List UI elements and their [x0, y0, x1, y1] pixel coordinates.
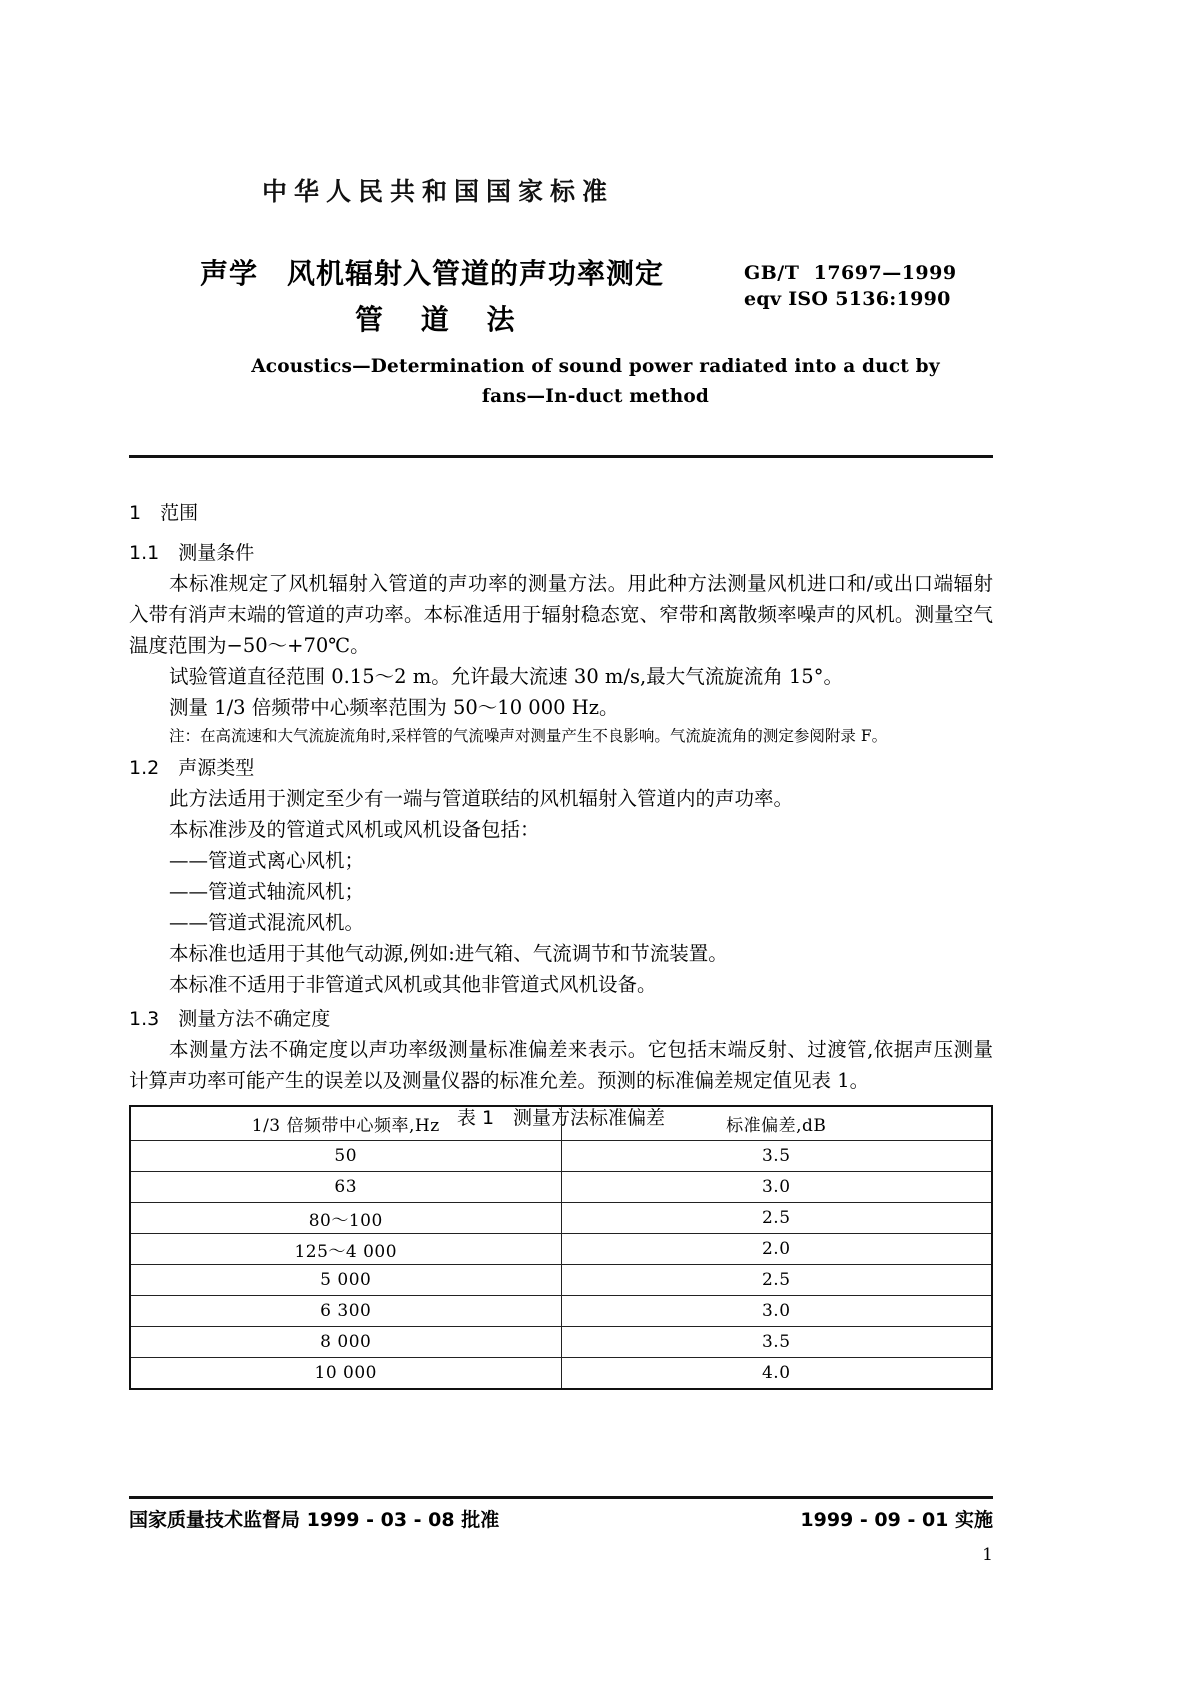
table-row [130, 1327, 992, 1358]
table-cell-frequency: 10 000 [130, 1358, 561, 1390]
footer-approval-text: 国家质量技术监督局 1999 - 03 - 08 批准 [129, 1509, 500, 1531]
national-standard-label: 中华人民共和国国家标准 [262, 177, 615, 206]
standard-deviation-table [129, 1105, 993, 1390]
table-row [130, 1141, 992, 1172]
table-cell-deviation: 3.5 [561, 1141, 992, 1172]
document-body [0, 498, 1191, 1133]
table-cell-deviation: 2.5 [561, 1203, 992, 1234]
list-item-mixed-flow-fan: ——管道式混流风机。 [169, 911, 365, 934]
table-cell-frequency: 5 000 [130, 1265, 561, 1296]
standard-equivalence: eqv ISO 5136:1990 [744, 288, 951, 310]
title-chinese-line-2: 管 道 法 [355, 303, 529, 336]
paragraph-1-2-2: 本标准涉及的管道式风机或风机设备包括： [169, 818, 540, 841]
standard-code: GB/T 17697—1999 [744, 262, 957, 284]
header-divider-rule [129, 455, 993, 458]
title-english-line-1: Acoustics—Determination of sound power radiated into a duct by [251, 356, 940, 377]
table-header-frequency: 1/3 倍频带中心频率,Hz [130, 1106, 561, 1141]
section-heading-1-3: 1.3 测量方法不确定度 [129, 1008, 331, 1030]
footer-implementation-text: 1999 - 09 - 01 实施 [800, 1509, 993, 1531]
section-heading-1-1: 1.1 测量条件 [129, 542, 255, 564]
table-row [130, 1172, 992, 1203]
table-cell-frequency: 8 000 [130, 1327, 561, 1358]
table-cell-deviation: 2.5 [561, 1265, 992, 1296]
table-cell-frequency: 6 300 [130, 1296, 561, 1327]
paragraph-1-2-3: 本标准也适用于其他气动源,例如:进气箱、气流调节和节流装置。 [169, 942, 728, 965]
paragraph-1-2-1: 此方法适用于测定至少有一端与管道联结的风机辐射入管道内的声功率。 [169, 787, 794, 810]
table-cell-deviation: 3.5 [561, 1327, 992, 1358]
table-cell-frequency: 63 [130, 1172, 561, 1203]
table-caption: 表 1 测量方法标准偏差 [456, 1107, 666, 1129]
table-row [130, 1234, 992, 1265]
table-row [130, 1203, 992, 1234]
page-number: 1 [982, 1545, 993, 1565]
list-item-axial-fan: ——管道式轴流风机； [169, 880, 365, 903]
table-row [130, 1265, 992, 1296]
paragraph-1-1-3: 测量 1/3 倍频带中心频率范围为 50～10 000 Hz。 [169, 696, 619, 719]
note-1-1: 注：在高流速和大气流旋流角时,采样管的气流噪声对测量产生不良影响。气流旋流角的测定参阅附录 F。 [169, 727, 888, 745]
section-heading-1-2: 1.2 声源类型 [129, 757, 255, 779]
table-row [130, 1296, 992, 1327]
table-cell-frequency: 125～4 000 [130, 1234, 561, 1265]
table-cell-deviation: 3.0 [561, 1296, 992, 1327]
table-cell-deviation: 4.0 [561, 1358, 992, 1390]
table-body [130, 1106, 992, 1389]
footer-divider-rule [129, 1496, 993, 1499]
paragraph-1-1-1: 本标准规定了风机辐射入管道的声功率的测量方法。用此种方法测量风机进口和/或出口端辐射入带有消声末端的管道的声功率。本标准适用于辐射稳态宽、窄带和离散频率噪声的风机。测量空气温度范围为−50～+70℃。 [129, 572, 993, 657]
list-item-centrifugal-fan: ——管道式离心风机； [169, 849, 365, 872]
table-cell-frequency: 80～100 [130, 1203, 561, 1234]
paragraph-1-2-4: 本标准不适用于非管道式风机或其他非管道式风机设备。 [169, 973, 657, 996]
paragraph-1-3-1: 本测量方法不确定度以声功率级测量标准偏差来表示。它包括末端反射、过渡管,依据声压测量计算声功率可能产生的误差以及测量仪器的标准允差。预测的标准偏差规定值见表 1。 [129, 1038, 993, 1092]
table-cell-deviation: 2.0 [561, 1234, 992, 1265]
paragraph-1-1-2: 试验管道直径范围 0.15～2 m。允许最大流速 30 m/s,最大气流旋流角 15°。 [169, 665, 843, 688]
title-chinese-line-1: 声学 风机辐射入管道的声功率测定 [200, 257, 665, 290]
section-heading-1: 1 范围 [129, 502, 199, 524]
table-cell-deviation: 3.0 [561, 1172, 992, 1203]
table-header-row [130, 1106, 992, 1141]
table-header-deviation: 标准偏差,dB [561, 1106, 992, 1141]
table-cell-frequency: 50 [130, 1141, 561, 1172]
title-english-line-2: fans—In-duct method [481, 386, 710, 407]
table-row [130, 1358, 992, 1390]
